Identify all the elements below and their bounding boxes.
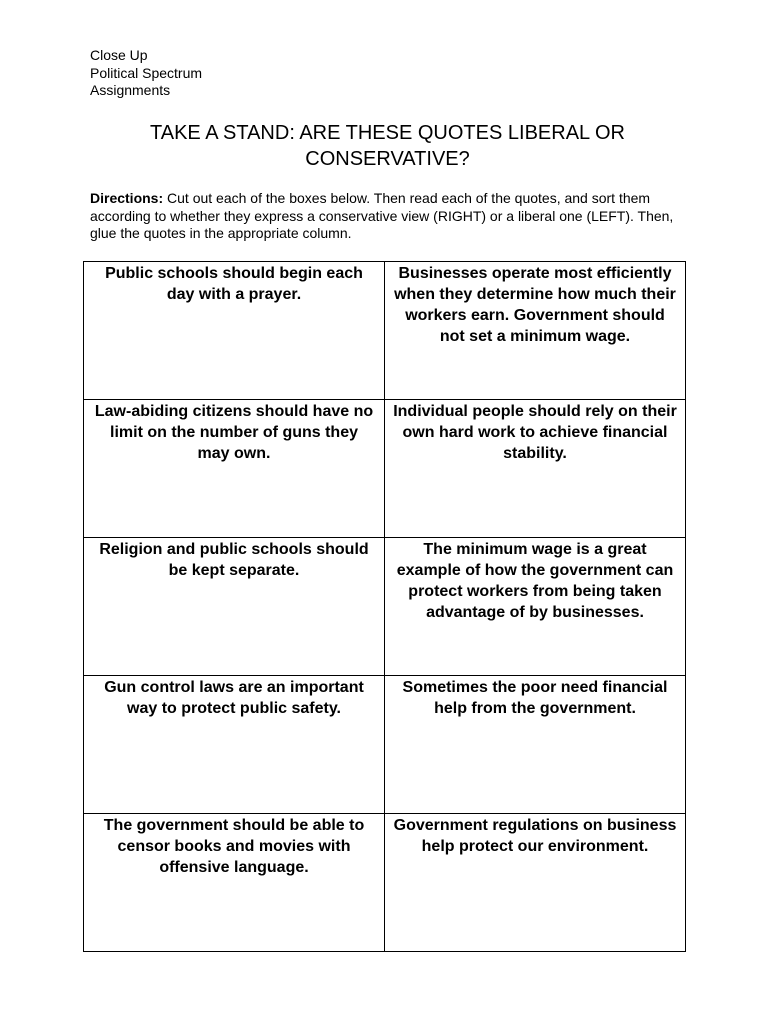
quotes-table — [83, 261, 686, 952]
quote-cell: Government regulations on business help protect our environment. — [385, 814, 686, 952]
header-section: Assignments — [90, 82, 171, 98]
quote-cell: Law-abiding citizens should have no limit on the number of guns they may own. — [84, 400, 385, 538]
header-unit: Political Spectrum — [90, 64, 203, 81]
quote-cell: Public schools should begin each day with a prayer. — [84, 262, 385, 400]
table-row — [84, 676, 686, 814]
directions-label: Directions: — [90, 190, 164, 206]
header-course: Close Up — [90, 47, 148, 63]
quote-cell: Sometimes the poor need financial help from the government. — [385, 676, 686, 814]
quote-cell: The minimum wage is a great example of how the government can protect workers from being taken advantage of by businesses. — [385, 538, 686, 676]
quote-cell: Religion and public schools should be kept separate. — [84, 538, 385, 676]
quote-cell: Businesses operate most efficiently when they determine how much their workers earn. Government should not set a minimum wage. — [385, 262, 686, 400]
table-row — [84, 814, 686, 952]
directions-text: Cut out each of the boxes below. Then read each of the quotes, and sort them according to whether they express a conservative view (RIGHT) or a liberal one (LEFT). Then, glue the quotes in the appropriate column. — [90, 190, 674, 241]
table-row — [84, 538, 686, 676]
title-line-1: TAKE A STAND: ARE THESE QUOTES LIBERAL OR — [150, 122, 625, 144]
quote-cell: The government should be able to censor books and movies with offensive language. — [84, 814, 385, 952]
quote-cell: Gun control laws are an important way to protect public safety. — [84, 676, 385, 814]
title-line-2: CONSERVATIVE? — [305, 148, 470, 170]
table-row — [84, 400, 686, 538]
directions-paragraph — [90, 190, 690, 243]
page-title — [90, 120, 685, 172]
document-header — [90, 47, 202, 100]
quote-cell: Individual people should rely on their own hard work to achieve financial stability. — [385, 400, 686, 538]
table-row — [84, 262, 686, 400]
